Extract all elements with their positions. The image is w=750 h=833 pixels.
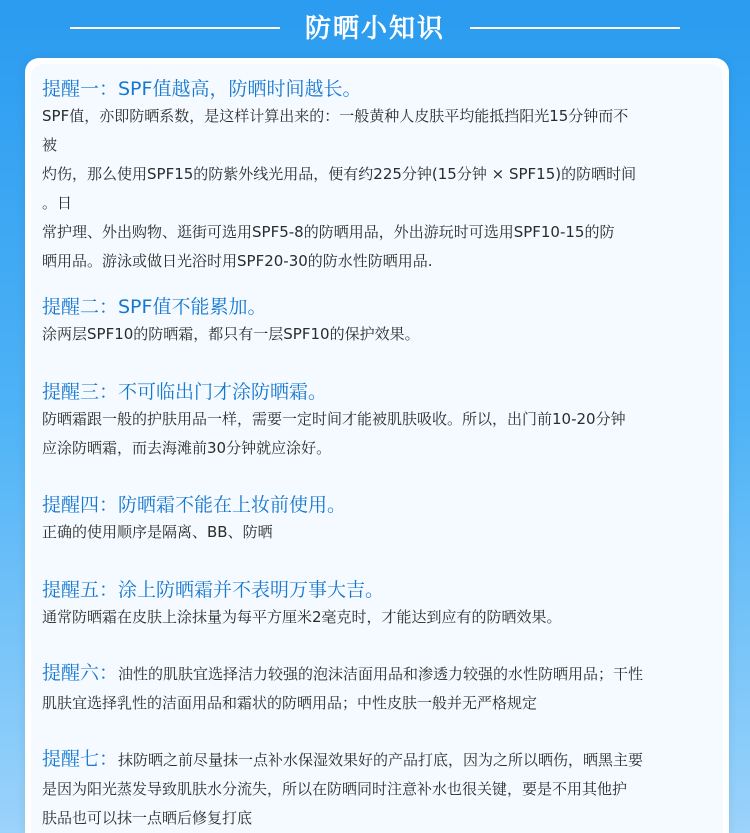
content-panel bbox=[25, 58, 729, 833]
tip-first-line bbox=[42, 659, 722, 689]
content-inner bbox=[31, 64, 723, 833]
tip-title: 提醒五：涂上防晒霜并不表明万事大吉。 bbox=[42, 579, 385, 601]
tip-line: 正确的使用顺序是隔离、BB、防晒 bbox=[42, 523, 273, 541]
tip-line: 灼伤，那么使用SPF15的防紫外线光用品，便有约225分钟(15分钟 × SPF15)的防晒时间 bbox=[42, 165, 637, 183]
tip-title: 提醒四：防晒霜不能在上妆前使用。 bbox=[42, 494, 347, 516]
header-line-left bbox=[70, 27, 280, 29]
tip-body bbox=[42, 405, 722, 463]
tip-body bbox=[42, 603, 722, 632]
tip-line: 涂两层SPF10的防晒霜，都只有一层SPF10的保护效果。 bbox=[42, 325, 420, 343]
tip-line: 被 bbox=[42, 136, 58, 154]
tip-line: 应涂防晒霜，而去海滩前30分钟就应涂好。 bbox=[42, 439, 332, 457]
tip-title: 提醒六： bbox=[42, 662, 119, 684]
tip-line: 通常防晒霜在皮肤上涂抹量为每平方厘米2毫克时，才能达到应有的防晒效果。 bbox=[42, 608, 562, 626]
tip-line: 肌肤宜选择乳性的洁面用品和霜状的防晒用品；中性皮肤一般并无严格规定 bbox=[42, 694, 538, 712]
tip-body bbox=[42, 320, 722, 349]
tip-line: 抹防晒之前尽量抹一点补水保湿效果好的产品打底，因为之所以晒伤，晒黑主要 bbox=[118, 751, 644, 769]
tip-line: 油性的肌肤宜选择洁力较强的泡沫洁面用品和渗透力较强的水性防晒用品；干性 bbox=[118, 665, 644, 683]
tip-title: 提醒一：SPF值越高，防晒时间越长。 bbox=[42, 78, 362, 100]
tip-title: 提醒七： bbox=[42, 748, 119, 770]
tip-body bbox=[42, 659, 722, 718]
tip-body bbox=[42, 518, 722, 547]
tip-body bbox=[42, 745, 722, 833]
tip-line: SPF值，亦即防晒系数，是这样计算出来的：一般黄种人皮肤平均能抵挡阳光15分钟而不 bbox=[42, 107, 629, 125]
tip-line: 常护理、外出购物、逛街可选用SPF5-8的防晒用品，外出游玩时可选用SPF10-15的防 bbox=[42, 223, 615, 241]
tip-line: 晒用品。游泳或做日光浴时用SPF20-30的防水性防晒用品. bbox=[42, 252, 433, 270]
tip-first-line bbox=[42, 745, 722, 775]
header-line-right bbox=[470, 27, 680, 29]
tip-title: 提醒二：SPF值不能累加。 bbox=[42, 296, 267, 318]
page-title: 防晒小知识 bbox=[304, 13, 445, 44]
tip-line: 肤品也可以抹一点晒后修复打底 bbox=[42, 809, 253, 827]
tip-body bbox=[42, 102, 722, 276]
tip-line: 防晒霜跟一般的护肤用品一样，需要一定时间才能被肌肤吸收。所以，出门前10-20分钟 bbox=[42, 410, 626, 428]
header-banner bbox=[0, 0, 750, 52]
tip-title: 提醒三：不可临出门才涂防晒霜。 bbox=[42, 381, 328, 403]
tip-line: 是因为阳光蒸发导致肌肤水分流失，所以在防晒同时注意补水也很关键，要是不用其他护 bbox=[42, 780, 628, 798]
tip-line: 。日 bbox=[42, 194, 73, 212]
